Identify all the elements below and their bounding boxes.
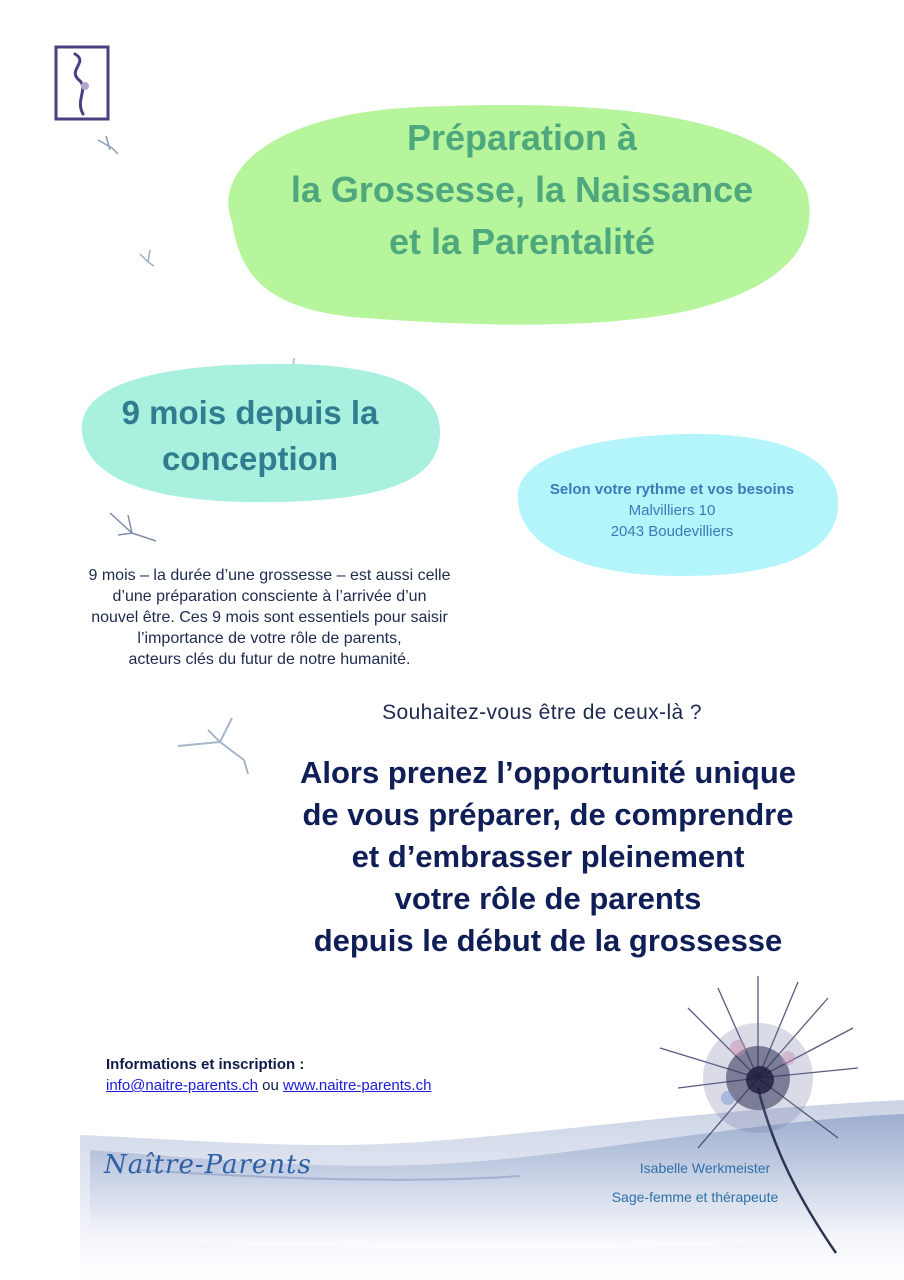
seed-decoration [128,236,188,296]
info-title: Informations et inscription : [106,1056,305,1073]
link-separator: ou [262,1077,279,1094]
intro-line: l’importance de votre rôle de parents, [137,630,402,647]
intro-line: d’une préparation consciente à l’arrivée d’un [112,588,427,605]
rhythm-note: Selon votre rythme et vos besoins [549,481,795,498]
title-line: Préparation à [406,117,638,158]
question-heading: Souhaitez-vous être de ceux-là ? [382,701,702,724]
city-address: 2043 Boudevilliers [610,523,734,540]
subtitle-line: 9 mois depuis la [121,394,379,431]
intro-line: 9 mois – la durée d’une grossesse – est aussi celle [88,567,451,584]
page-title [232,112,812,268]
cta-line: depuis le début de la grossesse [313,923,783,958]
title-line: et la Parentalité [388,221,656,262]
brand-signature: Naître-Parents [104,1150,312,1180]
cta-line: et d’embrasser pleinement [351,839,745,874]
seed-decoration [88,120,148,180]
contact-links [106,1076,431,1096]
naitre-parents-logo [53,44,111,122]
seed-decoration [102,505,172,555]
intro-line: nouvel être. Ces 9 mois sont essentiels pour saisir [91,609,448,626]
cta-line: Alors prenez l’opportunité unique [300,755,796,790]
call-to-action [240,752,856,962]
email-link[interactable]: info@naitre-parents.ch [106,1077,258,1094]
cta-line: votre rôle de parents [394,881,702,916]
address-block [512,479,832,542]
street-address: Malvilliers 10 [628,502,716,519]
website-link[interactable]: www.naitre-parents.ch [283,1077,432,1094]
subtitle [80,390,420,482]
dandelion-illustration [648,968,888,1258]
intro-line: acteurs clés du futur de notre humanité. [128,651,411,668]
cta-line: de vous préparer, de comprendre [302,797,794,832]
author-role: Sage-femme et thérapeute [611,1189,779,1205]
title-line: la Grossesse, la Naissance [290,169,754,210]
author-name: Isabelle Werkmeister [639,1160,771,1176]
intro-paragraph [42,565,497,670]
subtitle-line: conception [161,440,338,477]
